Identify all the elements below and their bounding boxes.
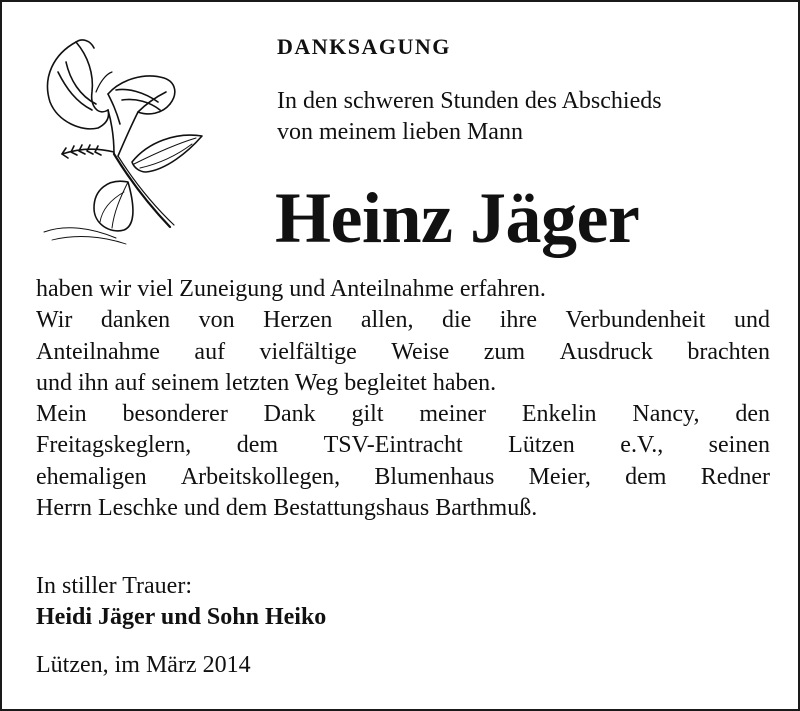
body-word: Mein [36, 401, 87, 428]
body-line [36, 337, 770, 368]
deceased-name: Heinz Jäger [275, 178, 640, 258]
body-word: Anteilnahme [36, 338, 160, 365]
intro-line: In den schweren Stunden des Abschieds [277, 88, 662, 114]
body-word: Freitagskeglern, [36, 432, 192, 459]
body-word: Weise [391, 338, 450, 365]
intro-text [277, 86, 662, 148]
calla-lily-icon [36, 32, 206, 247]
body-word: brachten [687, 338, 770, 365]
body-word: zum [483, 338, 526, 365]
body-word: Verbundenheit [565, 307, 706, 334]
body-word: und [733, 307, 770, 334]
body-word: Ausdruck [559, 338, 653, 365]
body-text [36, 274, 770, 524]
body-word: auf [194, 338, 226, 365]
body-word: dem [236, 432, 279, 459]
body-word: den [735, 401, 770, 428]
body-word: besonderer [122, 401, 228, 428]
body-word: von [198, 307, 235, 334]
body-line: und ihn auf seinem letzten Weg begleitet haben. [36, 369, 497, 396]
intro-line: von meinem lieben Mann [277, 119, 523, 145]
body-line: Herrn Leschke und dem Bestattungshaus Barthmuß. [36, 495, 538, 522]
place-date: Lützen, im März 2014 [36, 652, 251, 678]
body-word: Redner [700, 463, 770, 490]
body-word: Herzen [263, 307, 333, 334]
body-word: ehemaligen [36, 463, 147, 490]
body-word: danken [100, 307, 171, 334]
body-word: ihre [499, 307, 538, 334]
body-word: Enkelin [521, 401, 597, 428]
body-word: Lützen [508, 432, 575, 459]
body-word: vielfältige [259, 338, 357, 365]
heading: DANKSAGUNG [277, 34, 451, 59]
body-line [36, 462, 770, 493]
body-word: Wir [36, 307, 73, 334]
signers: Heidi Jäger und Sohn Heiko [36, 604, 327, 630]
body-word: Nancy, [632, 401, 700, 428]
body-word: die [441, 307, 472, 334]
body-word: TSV-Eintracht [323, 432, 463, 459]
body-word: seinen [708, 432, 770, 459]
body-word: allen, [360, 307, 414, 334]
body-word: Blumenhaus [374, 463, 495, 490]
body-line [36, 305, 770, 336]
closing-label: In stiller Trauer: [36, 573, 192, 599]
body-word: meiner [419, 401, 487, 428]
closing [36, 571, 326, 633]
body-word: Meier, [528, 463, 591, 490]
body-line: haben wir viel Zuneigung und Anteilnahme erfahren. [36, 276, 546, 302]
body-line [36, 399, 770, 430]
body-word: dem [625, 463, 667, 490]
body-word: gilt [351, 401, 384, 428]
body-line [36, 430, 770, 461]
body-word: Arbeitskollegen, [180, 463, 341, 490]
body-word: Dank [263, 401, 316, 428]
body-word: e.V., [620, 432, 664, 459]
